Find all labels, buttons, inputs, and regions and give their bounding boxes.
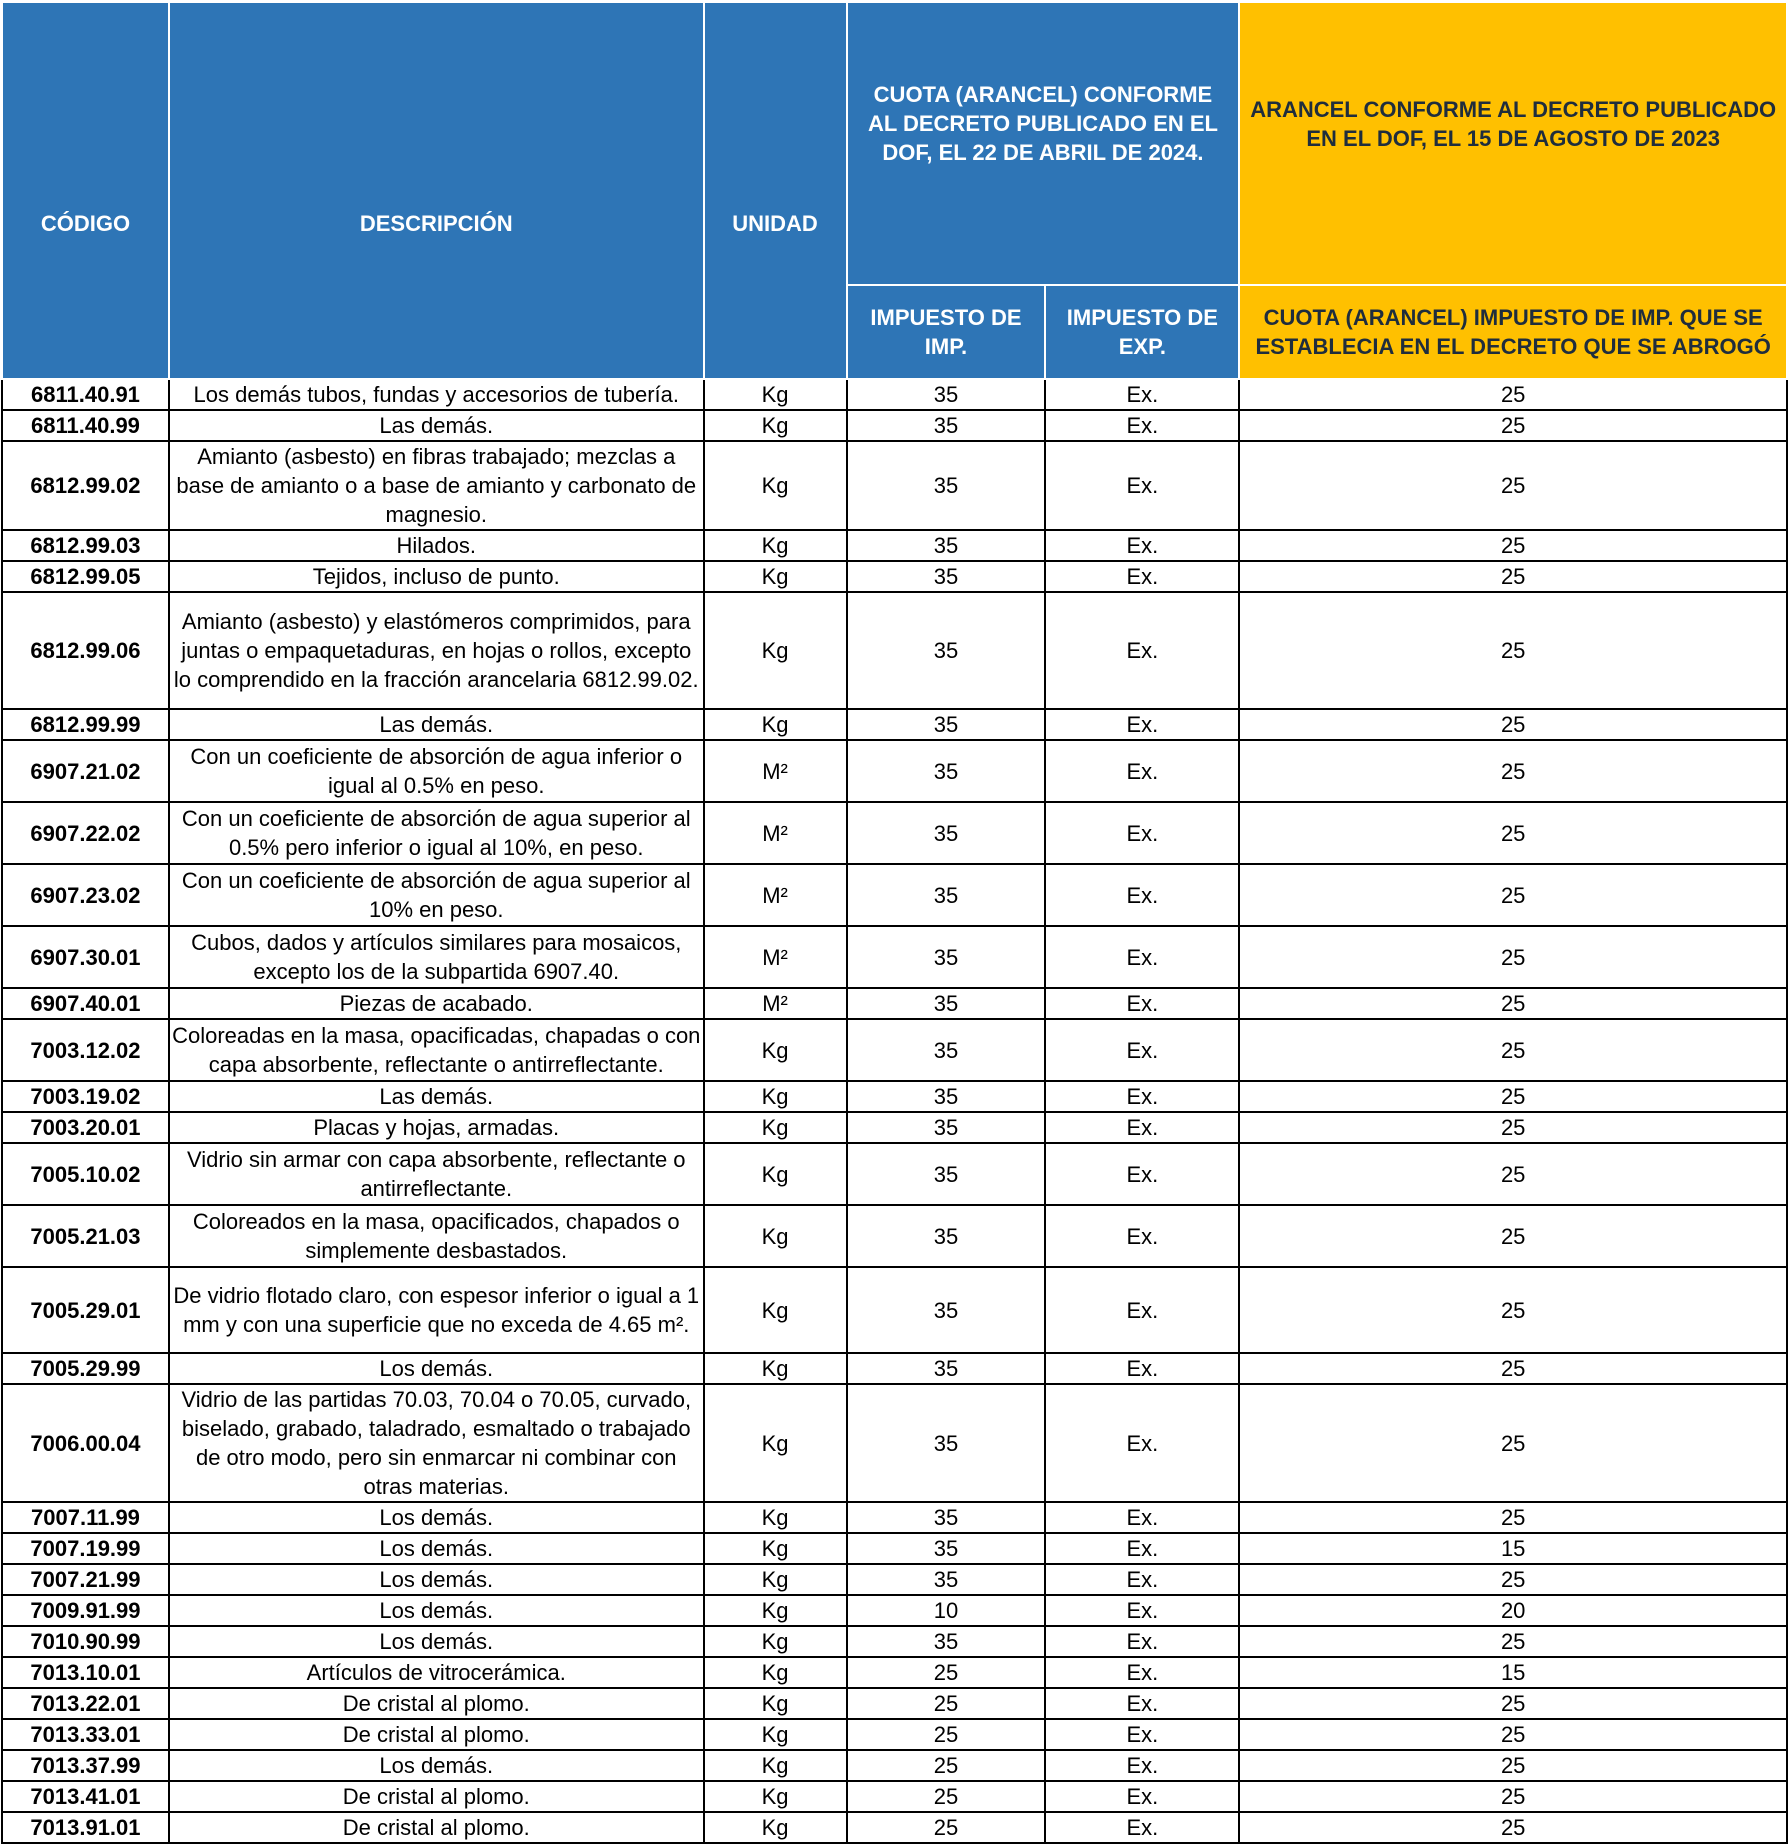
cell-unit: Kg bbox=[704, 1384, 847, 1502]
cell-impuesto-imp: 25 bbox=[847, 1657, 1046, 1688]
cell-unit: Kg bbox=[704, 561, 847, 592]
cell-description: Los demás. bbox=[169, 1564, 704, 1595]
cell-impuesto-exp: Ex. bbox=[1045, 1812, 1239, 1843]
cell-impuesto-imp: 35 bbox=[847, 1019, 1046, 1081]
cell-impuesto-exp: Ex. bbox=[1045, 530, 1239, 561]
cell-description: Vidrio sin armar con capa absorbente, reflectante o antirreflectante. bbox=[169, 1143, 704, 1205]
cell-description: Cubos, dados y artículos similares para mosaicos, excepto los de la subpartida 6907.40. bbox=[169, 926, 704, 988]
cell-code: 7013.33.01 bbox=[2, 1719, 169, 1750]
cell-unit: Kg bbox=[704, 1781, 847, 1812]
cell-cuota-abrogo: 25 bbox=[1239, 379, 1787, 410]
cell-impuesto-imp: 35 bbox=[847, 1626, 1046, 1657]
cell-cuota-abrogo: 25 bbox=[1239, 410, 1787, 441]
cell-description: De cristal al plomo. bbox=[169, 1812, 704, 1843]
cell-description: Los demás. bbox=[169, 1502, 704, 1533]
cell-cuota-abrogo: 25 bbox=[1239, 530, 1787, 561]
cell-description: De cristal al plomo. bbox=[169, 1688, 704, 1719]
cell-cuota-abrogo: 20 bbox=[1239, 1595, 1787, 1626]
cell-description: Los demás tubos, fundas y accesorios de tubería. bbox=[169, 379, 704, 410]
table-row bbox=[2, 561, 1787, 592]
cell-impuesto-imp: 35 bbox=[847, 1112, 1046, 1143]
table-row bbox=[2, 1657, 1787, 1688]
table-row bbox=[2, 1112, 1787, 1143]
cell-code: 6811.40.99 bbox=[2, 410, 169, 441]
table-row bbox=[2, 1205, 1787, 1267]
cell-cuota-abrogo: 25 bbox=[1239, 1267, 1787, 1353]
cell-unit: Kg bbox=[704, 1502, 847, 1533]
cell-code: 7003.20.01 bbox=[2, 1112, 169, 1143]
table-row bbox=[2, 1812, 1787, 1843]
cell-impuesto-imp: 35 bbox=[847, 1353, 1046, 1384]
cell-impuesto-imp: 35 bbox=[847, 1143, 1046, 1205]
cell-cuota-abrogo: 25 bbox=[1239, 1626, 1787, 1657]
cell-unit: Kg bbox=[704, 1019, 847, 1081]
cell-unit: M² bbox=[704, 926, 847, 988]
cell-impuesto-exp: Ex. bbox=[1045, 1595, 1239, 1626]
cell-cuota-abrogo: 25 bbox=[1239, 988, 1787, 1019]
table-row bbox=[2, 410, 1787, 441]
cell-cuota-abrogo: 25 bbox=[1239, 864, 1787, 926]
header-cuota-2024: CUOTA (ARANCEL) CONFORME AL DECRETO PUBLICADO EN EL DOF, EL 22 DE ABRIL DE 2024. bbox=[847, 2, 1240, 285]
table-header bbox=[2, 2, 1787, 379]
cell-code: 7005.29.99 bbox=[2, 1353, 169, 1384]
table-row bbox=[2, 1626, 1787, 1657]
table-row bbox=[2, 864, 1787, 926]
table-row bbox=[2, 530, 1787, 561]
cell-unit: Kg bbox=[704, 1112, 847, 1143]
cell-description: Coloreadas en la masa, opacificadas, chapadas o con capa absorbente, reflectante o antirreflectante. bbox=[169, 1019, 704, 1081]
cell-unit: Kg bbox=[704, 1626, 847, 1657]
cell-impuesto-imp: 35 bbox=[847, 1081, 1046, 1112]
cell-code: 7006.00.04 bbox=[2, 1384, 169, 1502]
cell-unit: Kg bbox=[704, 1688, 847, 1719]
cell-cuota-abrogo: 25 bbox=[1239, 926, 1787, 988]
cell-code: 7007.21.99 bbox=[2, 1564, 169, 1595]
table-row bbox=[2, 441, 1787, 530]
cell-impuesto-imp: 25 bbox=[847, 1719, 1046, 1750]
cell-impuesto-exp: Ex. bbox=[1045, 740, 1239, 802]
cell-cuota-abrogo: 15 bbox=[1239, 1657, 1787, 1688]
cell-impuesto-imp: 35 bbox=[847, 1533, 1046, 1564]
cell-unit: Kg bbox=[704, 1657, 847, 1688]
cell-unit: Kg bbox=[704, 709, 847, 740]
table-row bbox=[2, 988, 1787, 1019]
cell-unit: Kg bbox=[704, 1267, 847, 1353]
cell-code: 7013.91.01 bbox=[2, 1812, 169, 1843]
table-row bbox=[2, 379, 1787, 410]
cell-unit: Kg bbox=[704, 530, 847, 561]
cell-cuota-abrogo: 25 bbox=[1239, 1719, 1787, 1750]
cell-impuesto-exp: Ex. bbox=[1045, 1205, 1239, 1267]
cell-description: Placas y hojas, armadas. bbox=[169, 1112, 704, 1143]
cell-unit: Kg bbox=[704, 1205, 847, 1267]
cell-description: Los demás. bbox=[169, 1353, 704, 1384]
cell-code: 7003.12.02 bbox=[2, 1019, 169, 1081]
table-row bbox=[2, 1081, 1787, 1112]
cell-unit: M² bbox=[704, 740, 847, 802]
cell-cuota-abrogo: 15 bbox=[1239, 1533, 1787, 1564]
table-row bbox=[2, 1267, 1787, 1353]
cell-impuesto-exp: Ex. bbox=[1045, 926, 1239, 988]
cell-impuesto-exp: Ex. bbox=[1045, 1719, 1239, 1750]
cell-description: Vidrio de las partidas 70.03, 70.04 o 70.05, curvado, biselado, grabado, taladrado, esmaltado o trabajado de otro modo, pero sin enmarcar ni combinar con otras materias. bbox=[169, 1384, 704, 1502]
cell-code: 6812.99.05 bbox=[2, 561, 169, 592]
cell-unit: M² bbox=[704, 802, 847, 864]
cell-code: 6812.99.03 bbox=[2, 530, 169, 561]
cell-code: 7009.91.99 bbox=[2, 1595, 169, 1626]
cell-impuesto-exp: Ex. bbox=[1045, 1019, 1239, 1081]
cell-cuota-abrogo: 25 bbox=[1239, 1143, 1787, 1205]
cell-cuota-abrogo: 25 bbox=[1239, 1019, 1787, 1081]
cell-unit: Kg bbox=[704, 410, 847, 441]
cell-code: 7005.29.01 bbox=[2, 1267, 169, 1353]
cell-description: Los demás. bbox=[169, 1533, 704, 1564]
table-row bbox=[2, 926, 1787, 988]
cell-impuesto-exp: Ex. bbox=[1045, 1781, 1239, 1812]
cell-unit: Kg bbox=[704, 379, 847, 410]
cell-cuota-abrogo: 25 bbox=[1239, 1353, 1787, 1384]
cell-impuesto-exp: Ex. bbox=[1045, 1502, 1239, 1533]
cell-code: 6907.30.01 bbox=[2, 926, 169, 988]
table-row bbox=[2, 1719, 1787, 1750]
table-row bbox=[2, 802, 1787, 864]
cell-impuesto-exp: Ex. bbox=[1045, 988, 1239, 1019]
cell-cuota-abrogo: 25 bbox=[1239, 1112, 1787, 1143]
table-row bbox=[2, 1781, 1787, 1812]
cell-description: Artículos de vitrocerámica. bbox=[169, 1657, 704, 1688]
cell-code: 7013.10.01 bbox=[2, 1657, 169, 1688]
cell-unit: M² bbox=[704, 988, 847, 1019]
cell-description: Amianto (asbesto) en fibras trabajado; mezclas a base de amianto o a base de amianto y carbonato de magnesio. bbox=[169, 441, 704, 530]
table-row bbox=[2, 592, 1787, 709]
cell-description: Los demás. bbox=[169, 1750, 704, 1781]
cell-code: 7010.90.99 bbox=[2, 1626, 169, 1657]
cell-cuota-abrogo: 25 bbox=[1239, 1812, 1787, 1843]
cell-code: 7013.41.01 bbox=[2, 1781, 169, 1812]
table-body bbox=[2, 379, 1787, 1843]
cell-impuesto-imp: 35 bbox=[847, 530, 1046, 561]
cell-impuesto-exp: Ex. bbox=[1045, 709, 1239, 740]
cell-impuesto-imp: 35 bbox=[847, 740, 1046, 802]
cell-code: 6812.99.02 bbox=[2, 441, 169, 530]
cell-cuota-abrogo: 25 bbox=[1239, 592, 1787, 709]
cell-cuota-abrogo: 25 bbox=[1239, 561, 1787, 592]
cell-description: Las demás. bbox=[169, 1081, 704, 1112]
cell-impuesto-imp: 10 bbox=[847, 1595, 1046, 1626]
cell-code: 6812.99.99 bbox=[2, 709, 169, 740]
cell-unit: M² bbox=[704, 864, 847, 926]
cell-impuesto-exp: Ex. bbox=[1045, 1688, 1239, 1719]
cell-description: Los demás. bbox=[169, 1626, 704, 1657]
table-row bbox=[2, 1688, 1787, 1719]
cell-impuesto-imp: 35 bbox=[847, 592, 1046, 709]
cell-impuesto-imp: 35 bbox=[847, 1205, 1046, 1267]
cell-description: Con un coeficiente de absorción de agua superior al 10% en peso. bbox=[169, 864, 704, 926]
cell-impuesto-exp: Ex. bbox=[1045, 1112, 1239, 1143]
cell-cuota-abrogo: 25 bbox=[1239, 1081, 1787, 1112]
table-row bbox=[2, 1750, 1787, 1781]
cell-unit: Kg bbox=[704, 1719, 847, 1750]
cell-unit: Kg bbox=[704, 1750, 847, 1781]
cell-description: Amianto (asbesto) y elastómeros comprimidos, para juntas o empaquetaduras, en hojas o rollos, excepto lo comprendido en la fracción arancelaria 6812.99.02. bbox=[169, 592, 704, 709]
cell-impuesto-exp: Ex. bbox=[1045, 410, 1239, 441]
table-row bbox=[2, 1564, 1787, 1595]
cell-description: Los demás. bbox=[169, 1595, 704, 1626]
cell-cuota-abrogo: 25 bbox=[1239, 1781, 1787, 1812]
cell-impuesto-imp: 35 bbox=[847, 864, 1046, 926]
cell-cuota-abrogo: 25 bbox=[1239, 740, 1787, 802]
header-descripcion: DESCRIPCIÓN bbox=[169, 2, 704, 379]
header-arancel-2023: ARANCEL CONFORME AL DECRETO PUBLICADO EN EL DOF, EL 15 DE AGOSTO DE 2023 bbox=[1239, 2, 1787, 285]
cell-description: Las demás. bbox=[169, 410, 704, 441]
cell-impuesto-imp: 35 bbox=[847, 1384, 1046, 1502]
cell-cuota-abrogo: 25 bbox=[1239, 1688, 1787, 1719]
table-row bbox=[2, 740, 1787, 802]
cell-impuesto-imp: 35 bbox=[847, 1267, 1046, 1353]
cell-code: 7003.19.02 bbox=[2, 1081, 169, 1112]
cell-impuesto-exp: Ex. bbox=[1045, 1750, 1239, 1781]
cell-description: De cristal al plomo. bbox=[169, 1719, 704, 1750]
cell-unit: Kg bbox=[704, 592, 847, 709]
cell-impuesto-exp: Ex. bbox=[1045, 441, 1239, 530]
cell-code: 7007.11.99 bbox=[2, 1502, 169, 1533]
cell-impuesto-imp: 35 bbox=[847, 410, 1046, 441]
cell-impuesto-exp: Ex. bbox=[1045, 1267, 1239, 1353]
cell-unit: Kg bbox=[704, 1564, 847, 1595]
cell-description: Tejidos, incluso de punto. bbox=[169, 561, 704, 592]
table-row bbox=[2, 709, 1787, 740]
cell-code: 7013.22.01 bbox=[2, 1688, 169, 1719]
cell-impuesto-imp: 35 bbox=[847, 802, 1046, 864]
cell-unit: Kg bbox=[704, 441, 847, 530]
cell-code: 7005.10.02 bbox=[2, 1143, 169, 1205]
cell-cuota-abrogo: 25 bbox=[1239, 1750, 1787, 1781]
cell-impuesto-exp: Ex. bbox=[1045, 864, 1239, 926]
header-cuota-abrogo: CUOTA (ARANCEL) IMPUESTO DE IMP. QUE SE ESTABLECIA EN EL DECRETO QUE SE ABROGÓ bbox=[1239, 285, 1787, 379]
cell-impuesto-imp: 35 bbox=[847, 561, 1046, 592]
cell-description: Piezas de acabado. bbox=[169, 988, 704, 1019]
table-row bbox=[2, 1595, 1787, 1626]
cell-impuesto-exp: Ex. bbox=[1045, 1081, 1239, 1112]
cell-impuesto-exp: Ex. bbox=[1045, 1353, 1239, 1384]
cell-unit: Kg bbox=[704, 1595, 847, 1626]
header-impuesto-imp: IMPUESTO DE IMP. bbox=[847, 285, 1046, 379]
cell-unit: Kg bbox=[704, 1143, 847, 1205]
cell-impuesto-imp: 25 bbox=[847, 1812, 1046, 1843]
cell-description: Coloreados en la masa, opacificados, chapados o simplemente desbastados. bbox=[169, 1205, 704, 1267]
cell-description: Con un coeficiente de absorción de agua inferior o igual al 0.5% en peso. bbox=[169, 740, 704, 802]
cell-impuesto-exp: Ex. bbox=[1045, 1143, 1239, 1205]
cell-code: 6907.23.02 bbox=[2, 864, 169, 926]
cell-impuesto-imp: 25 bbox=[847, 1688, 1046, 1719]
cell-impuesto-exp: Ex. bbox=[1045, 1657, 1239, 1688]
cell-impuesto-imp: 25 bbox=[847, 1781, 1046, 1812]
table-row bbox=[2, 1533, 1787, 1564]
cell-impuesto-imp: 35 bbox=[847, 379, 1046, 410]
cell-description: Hilados. bbox=[169, 530, 704, 561]
cell-cuota-abrogo: 25 bbox=[1239, 1205, 1787, 1267]
cell-impuesto-imp: 35 bbox=[847, 926, 1046, 988]
cell-code: 7013.37.99 bbox=[2, 1750, 169, 1781]
cell-description: Las demás. bbox=[169, 709, 704, 740]
cell-code: 6907.22.02 bbox=[2, 802, 169, 864]
cell-impuesto-imp: 25 bbox=[847, 1750, 1046, 1781]
cell-cuota-abrogo: 25 bbox=[1239, 709, 1787, 740]
cell-impuesto-exp: Ex. bbox=[1045, 1626, 1239, 1657]
cell-cuota-abrogo: 25 bbox=[1239, 1564, 1787, 1595]
cell-impuesto-exp: Ex. bbox=[1045, 592, 1239, 709]
cell-unit: Kg bbox=[704, 1081, 847, 1112]
cell-description: De vidrio flotado claro, con espesor inferior o igual a 1 mm y con una superficie que no exceda de 4.65 m². bbox=[169, 1267, 704, 1353]
cell-code: 6812.99.06 bbox=[2, 592, 169, 709]
cell-impuesto-imp: 35 bbox=[847, 441, 1046, 530]
cell-impuesto-imp: 35 bbox=[847, 988, 1046, 1019]
cell-code: 6907.21.02 bbox=[2, 740, 169, 802]
cell-unit: Kg bbox=[704, 1533, 847, 1564]
cell-cuota-abrogo: 25 bbox=[1239, 441, 1787, 530]
cell-code: 7007.19.99 bbox=[2, 1533, 169, 1564]
cell-code: 7005.21.03 bbox=[2, 1205, 169, 1267]
cell-unit: Kg bbox=[704, 1353, 847, 1384]
cell-impuesto-exp: Ex. bbox=[1045, 561, 1239, 592]
cell-cuota-abrogo: 25 bbox=[1239, 802, 1787, 864]
cell-description: De cristal al plomo. bbox=[169, 1781, 704, 1812]
cell-unit: Kg bbox=[704, 1812, 847, 1843]
header-impuesto-exp: IMPUESTO DE EXP. bbox=[1045, 285, 1239, 379]
cell-impuesto-imp: 35 bbox=[847, 1502, 1046, 1533]
table-row bbox=[2, 1384, 1787, 1502]
header-unidad: UNIDAD bbox=[704, 2, 847, 379]
table-row bbox=[2, 1143, 1787, 1205]
table-row bbox=[2, 1353, 1787, 1384]
cell-impuesto-imp: 35 bbox=[847, 1564, 1046, 1595]
cell-impuesto-exp: Ex. bbox=[1045, 379, 1239, 410]
cell-cuota-abrogo: 25 bbox=[1239, 1502, 1787, 1533]
cell-impuesto-imp: 35 bbox=[847, 709, 1046, 740]
cell-description: Con un coeficiente de absorción de agua superior al 0.5% pero inferior o igual al 10%, en peso. bbox=[169, 802, 704, 864]
header-codigo: CÓDIGO bbox=[2, 2, 169, 379]
cell-impuesto-exp: Ex. bbox=[1045, 1384, 1239, 1502]
tariff-table bbox=[1, 1, 1788, 1844]
table-row bbox=[2, 1502, 1787, 1533]
cell-impuesto-exp: Ex. bbox=[1045, 1533, 1239, 1564]
cell-cuota-abrogo: 25 bbox=[1239, 1384, 1787, 1502]
table-row bbox=[2, 1019, 1787, 1081]
cell-impuesto-exp: Ex. bbox=[1045, 1564, 1239, 1595]
cell-impuesto-exp: Ex. bbox=[1045, 802, 1239, 864]
cell-code: 6811.40.91 bbox=[2, 379, 169, 410]
cell-code: 6907.40.01 bbox=[2, 988, 169, 1019]
